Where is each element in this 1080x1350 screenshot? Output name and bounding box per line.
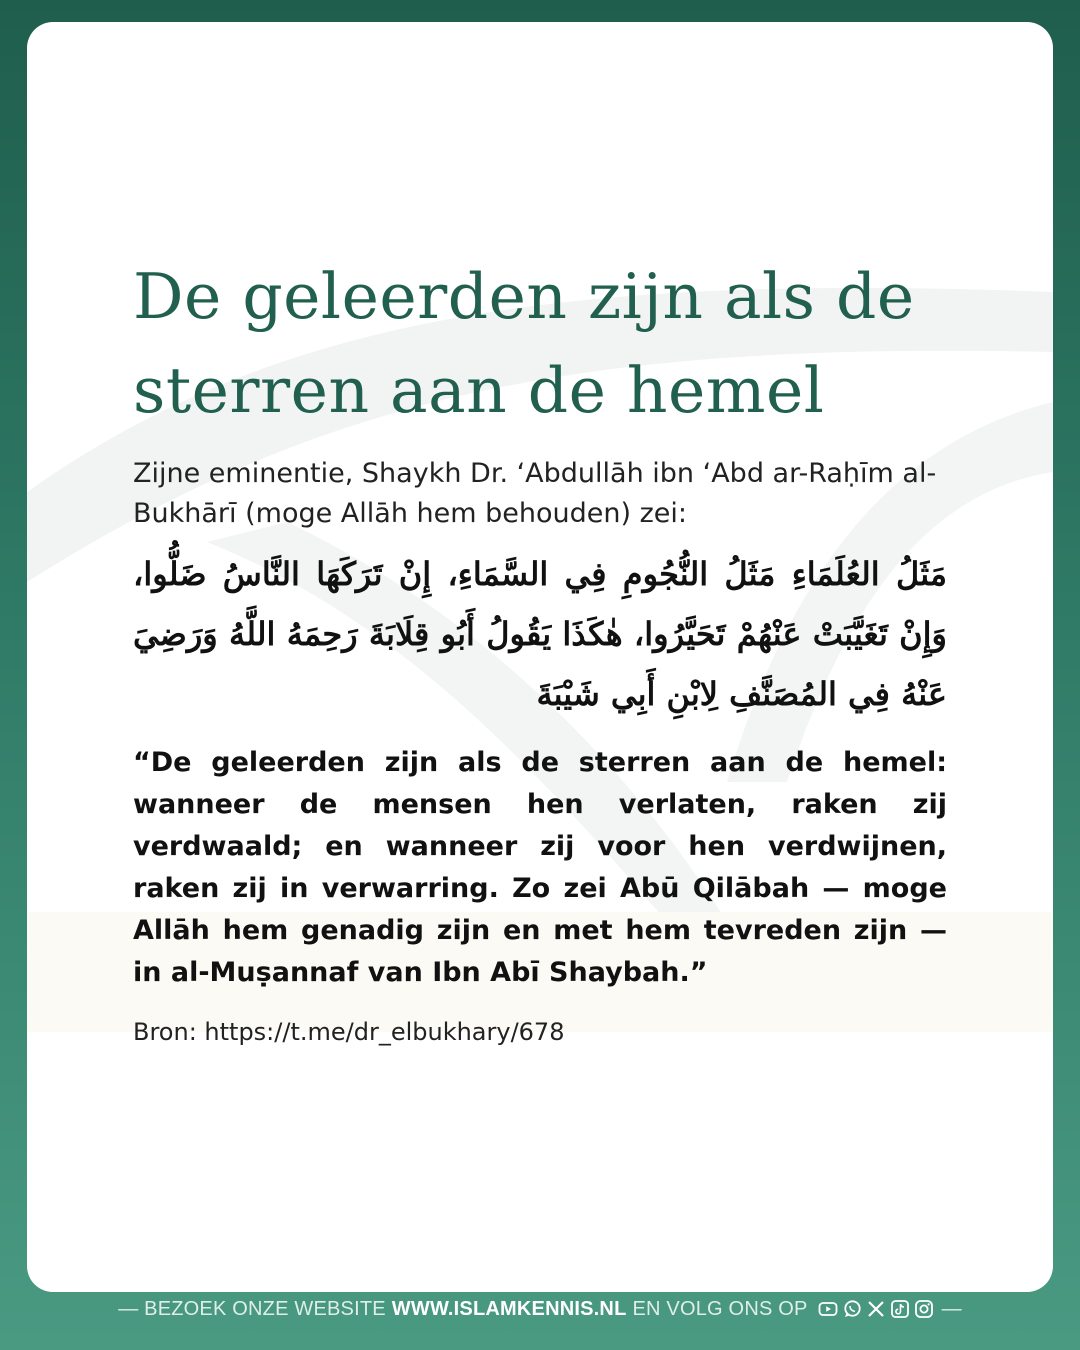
whatsapp-icon[interactable] xyxy=(842,1299,862,1319)
footer-bar xyxy=(0,1294,1080,1324)
instagram-icon[interactable] xyxy=(914,1299,934,1319)
source-link[interactable]: Bron: https://t.me/dr_elbukhary/678 xyxy=(133,1018,565,1046)
dutch-translation-quote: “De geleerden zijn als de sterren aan de hemel: wanneer de mensen hen verlaten, raken zij verdwaald; en wanneer zij voor hen verdwijnen, raken zij in verwarring. Zo zei Abū Qilābah — moge Allāh hem genadig zijn en met hem tevreden zijn — in al-Muṣannaf van Ibn Abī Shaybah.” xyxy=(133,747,947,988)
content-card xyxy=(27,22,1053,1292)
tiktok-icon[interactable] xyxy=(890,1299,910,1319)
youtube-icon[interactable] xyxy=(818,1299,838,1319)
footer-suffix: — xyxy=(941,1297,962,1320)
intro-text: Zijne eminentie, Shaykh Dr. ‘Abdullāh ibn ‘Abd ar-Raḥīm al-Bukhārī (moge Allāh hem behouden) zei: xyxy=(133,458,937,529)
arabic-quote: مَثَلُ العُلَمَاءِ مَثَلُ النُّجُومِ فِي السَّمَاءِ، إِنْ تَرَكَهَا النَّاسُ ضَلُّوا، وَإِنْ تَغَيَّبَتْ عَنْهُمْ تَحَيَّرُوا، هٰكَذَا يَقُولُ أَبُو قِلَابَةَ رَحِمَهُ اللَّهُ وَرَضِيَ عَنْهُ فِي المُصَنَّفِ لِابْنِ أَبِي شَيْبَةَ xyxy=(133,555,947,713)
website-link[interactable]: WWW.ISLAMKENNIS.NL xyxy=(391,1297,627,1320)
footer-middle: EN VOLG ONS OP xyxy=(632,1297,808,1320)
social-icons xyxy=(818,1299,934,1319)
x-icon[interactable] xyxy=(866,1299,886,1319)
main-content xyxy=(133,250,947,1048)
page-title: De geleerden zijn als de sterren aan de hemel xyxy=(133,260,915,427)
footer-prefix: — BEZOEK ONZE WEBSITE xyxy=(118,1297,386,1320)
